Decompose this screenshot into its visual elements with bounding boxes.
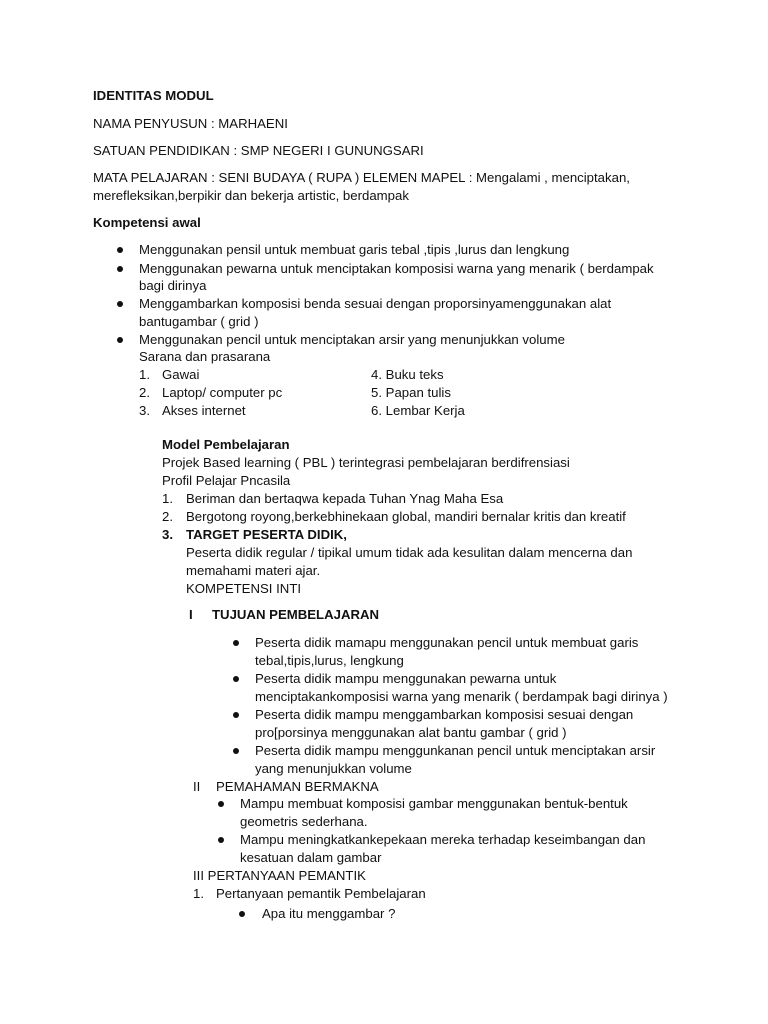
subject-line-1: MATA PELAJARAN : SENI BUDAYA ( RUPA ) ELEMEN MAPEL : Mengalami , menciptakan, xyxy=(93,170,630,185)
bullet-icon xyxy=(239,911,245,917)
bullet-icon xyxy=(233,748,239,754)
sarana-item: 4. Buku teks xyxy=(371,367,444,382)
kompetensi-item: Menggunakan pencil untuk menciptakan arsir yang menunjukkan volume xyxy=(139,332,565,347)
model-text: Projek Based learning ( PBL ) terintegrasi pembelajaran berdifrensiasi xyxy=(162,455,570,470)
sarana-heading: Sarana dan prasarana xyxy=(139,349,271,364)
list-number: 3. xyxy=(139,403,150,418)
target-text-cont: memahami materi ajar. xyxy=(186,563,321,578)
pemahaman-heading: PEMAHAMAN BERMAKNA xyxy=(216,779,379,794)
tujuan-item-cont: yang menunjukkan volume xyxy=(255,761,412,776)
list-number: 2. xyxy=(139,385,150,400)
bullet-icon xyxy=(233,712,239,718)
sarana-item: 6. Lembar Kerja xyxy=(371,403,465,418)
bullet-icon xyxy=(233,640,239,646)
sarana-item: Laptop/ computer pc xyxy=(162,385,283,400)
kompetensi-inti-heading: KOMPETENSI INTI xyxy=(186,581,302,596)
profil-heading: Profil Pelajar Pncasila xyxy=(162,473,291,488)
pertanyaan-heading: III PERTANYAAN PEMANTIK xyxy=(193,868,366,883)
school-line: SATUAN PENDIDIKAN : SMP NEGERI I GUNUNGSARI xyxy=(93,143,424,158)
pemahaman-item: Mampu meningkatkankepekaan mereka terhadap keseimbangan dan xyxy=(240,832,646,847)
sarana-item: Gawai xyxy=(162,367,200,382)
bullet-icon xyxy=(218,801,224,807)
roman-numeral: I xyxy=(189,607,193,622)
tujuan-item: Peserta didik mampu menggunakan pewarna untuk xyxy=(255,671,557,686)
tujuan-heading: TUJUAN PEMBELAJARAN xyxy=(212,607,380,622)
bullet-icon xyxy=(233,676,239,682)
model-heading: Model Pembelajaran xyxy=(162,437,290,452)
kompetensi-item-cont: bantugambar ( grid ) xyxy=(139,314,259,329)
target-heading: TARGET PESERTA DIDIK, xyxy=(186,527,347,542)
bullet-icon xyxy=(117,301,123,307)
tujuan-item-cont: pro[porsinya menggunakan alat bantu gambar ( grid ) xyxy=(255,725,567,740)
tujuan-item: Peserta didik mampu menggunkanan pencil untuk menciptakan arsir xyxy=(255,743,656,758)
bullet-icon xyxy=(117,266,123,272)
list-number: 1. xyxy=(139,367,150,382)
kompetensi-item: Menggunakan pewarna untuk menciptakan komposisi warna yang menarik ( berdampak xyxy=(139,261,654,276)
sarana-item: Akses internet xyxy=(162,403,246,418)
sarana-item: 5. Papan tulis xyxy=(371,385,451,400)
pemahaman-item-cont: kesatuan dalam gambar xyxy=(240,850,382,865)
tujuan-item: Peserta didik mamapu menggunakan pencil untuk membuat garis xyxy=(255,635,639,650)
bullet-icon xyxy=(218,837,224,843)
tujuan-item-cont: tebal,tipis,lurus, lengkung xyxy=(255,653,404,668)
target-text: Peserta didik regular / tipikal umum tidak ada kesulitan dalam mencerna dan xyxy=(186,545,633,560)
subject-line-2: merefleksikan,berpikir dan bekerja artistic, berdampak xyxy=(93,188,409,203)
kompetensi-item: Menggambarkan komposisi benda sesuai dengan proporsinyamenggunakan alat xyxy=(139,296,612,311)
tujuan-item-cont: menciptakankomposisi warna yang menarik ( berdampak bagi dirinya ) xyxy=(255,689,668,704)
list-number: 1. xyxy=(193,886,204,901)
pemahaman-item: Mampu membuat komposisi gambar menggunakan bentuk-bentuk xyxy=(240,796,628,811)
profil-item: Beriman dan bertaqwa kepada Tuhan Ynag Maha Esa xyxy=(186,491,504,506)
tujuan-item: Peserta didik mampu menggambarkan komposisi sesuai dengan xyxy=(255,707,634,722)
module-title: IDENTITAS MODUL xyxy=(93,88,214,103)
list-number: 3. xyxy=(162,527,173,542)
kompetensi-item-cont: bagi dirinya xyxy=(139,278,207,293)
author-line: NAMA PENYUSUN : MARHAENI xyxy=(93,116,288,131)
bullet-icon xyxy=(117,247,123,253)
bullet-icon xyxy=(117,337,123,343)
pemahaman-item-cont: geometris sederhana. xyxy=(240,814,368,829)
kompetensi-awal-heading: Kompetensi awal xyxy=(93,215,201,230)
kompetensi-item: Menggunakan pensil untuk membuat garis tebal ,tipis ,lurus dan lengkung xyxy=(139,242,570,257)
pertanyaan-item: Apa itu menggambar ? xyxy=(262,906,396,921)
list-number: 2. xyxy=(162,509,173,524)
list-number: 1. xyxy=(162,491,173,506)
profil-item: Bergotong royong,berkebhinekaan global, mandiri bernalar kritis dan kreatif xyxy=(186,509,626,524)
roman-numeral: II xyxy=(193,779,201,794)
pertanyaan-sub: Pertanyaan pemantik Pembelajaran xyxy=(216,886,426,901)
